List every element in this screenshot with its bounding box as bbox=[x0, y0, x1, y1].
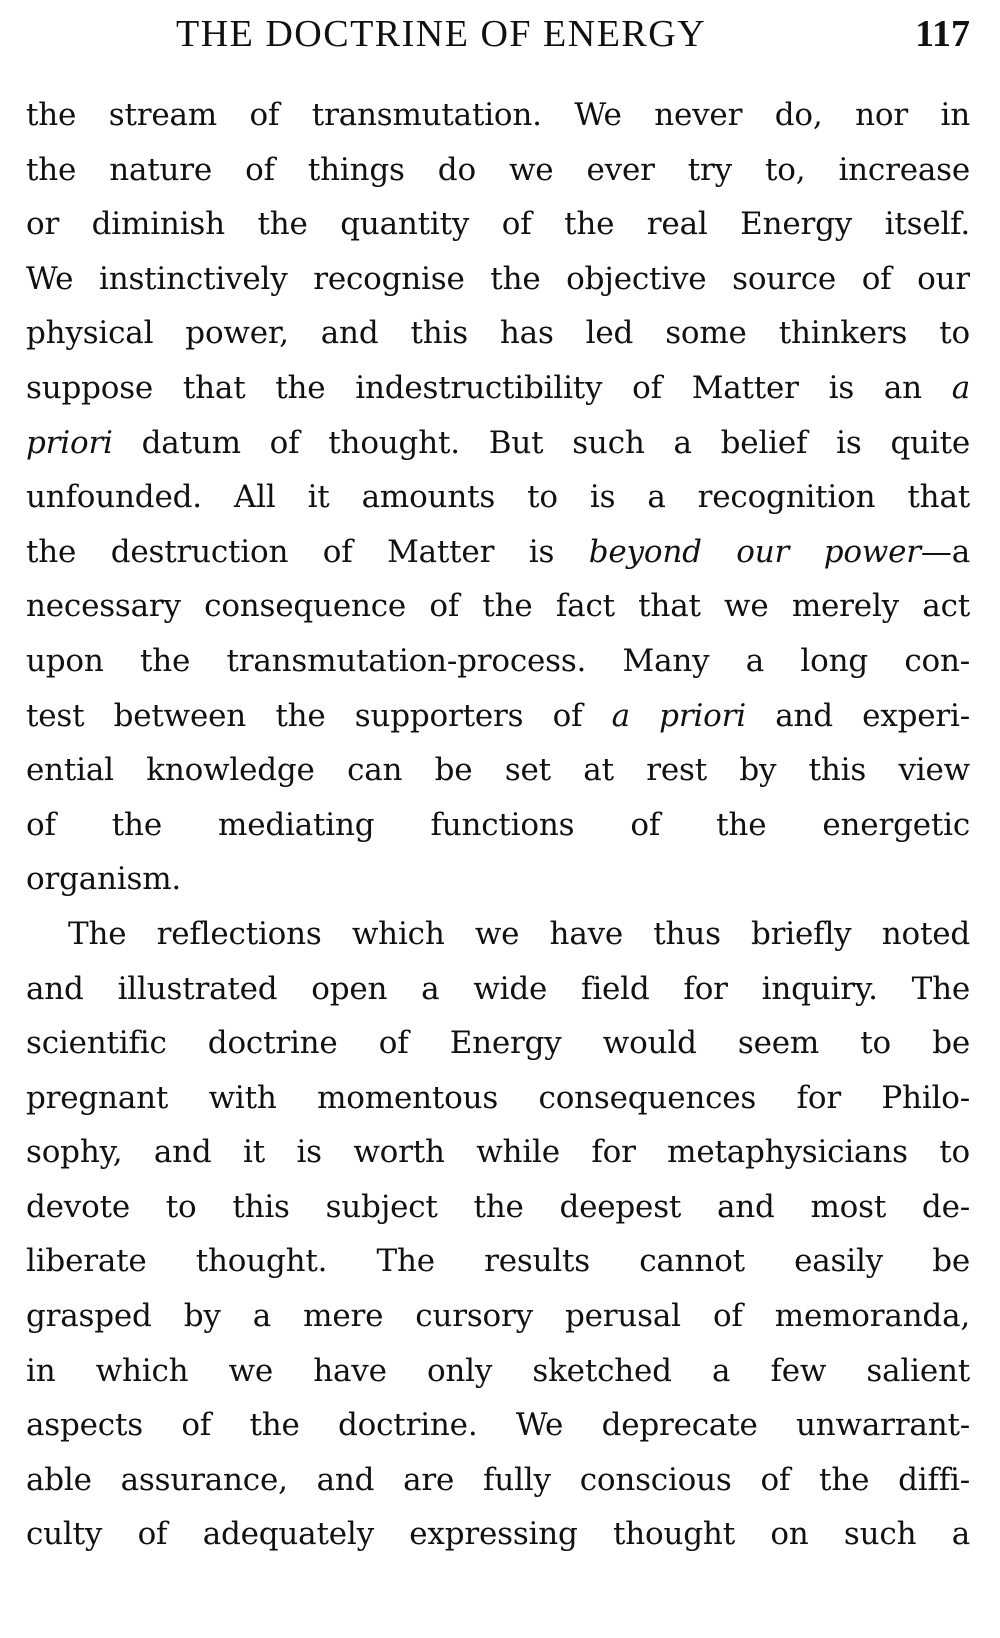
text-run: physical power, and this has led some thinkers to bbox=[26, 315, 970, 352]
text-run: —a bbox=[920, 533, 970, 570]
text-run: able assurance, and are fully conscious of the diffi- bbox=[26, 1461, 970, 1498]
text-line bbox=[26, 1180, 970, 1235]
text-line bbox=[26, 579, 970, 634]
text-line bbox=[26, 525, 970, 580]
text-line bbox=[26, 470, 970, 525]
text-run: the destruction of Matter is bbox=[26, 533, 589, 570]
text-line bbox=[26, 1125, 970, 1180]
text-run: of the mediating functions of the energetic bbox=[26, 806, 970, 843]
text-run: aspects of the doctrine. We deprecate unwarrant- bbox=[26, 1407, 970, 1444]
italic-text: a bbox=[951, 369, 970, 406]
text-line bbox=[26, 88, 970, 143]
running-head bbox=[26, 8, 970, 62]
italic-text: beyond our power bbox=[588, 533, 921, 570]
paragraph-2 bbox=[26, 907, 970, 1562]
text-line bbox=[26, 689, 970, 744]
paragraph-1 bbox=[26, 88, 970, 907]
text-run: test between the supporters of bbox=[26, 697, 612, 734]
text-run: unfounded. All it amounts to is a recognition that bbox=[26, 479, 970, 516]
text-run: the stream of transmutation. We never do, nor in bbox=[26, 97, 970, 133]
text-line bbox=[26, 252, 970, 307]
text-run: suppose that the indestructibility of Matter is an bbox=[26, 369, 952, 406]
text-run: in which we have only sketched a few salient bbox=[26, 1352, 970, 1389]
text-run: ential knowledge can be set at rest by this view bbox=[26, 752, 970, 789]
text-run: grasped by a mere cursory perusal of memoranda, bbox=[26, 1298, 970, 1335]
text-line bbox=[26, 634, 970, 689]
text-run: scientific doctrine of Energy would seem to be bbox=[26, 1025, 970, 1062]
body-text bbox=[26, 88, 970, 1562]
text-run: the nature of things do we ever try to, increase bbox=[26, 151, 970, 188]
text-run: organism. bbox=[26, 861, 182, 898]
page-number: 117 bbox=[915, 13, 970, 55]
text-run: and experi- bbox=[745, 697, 970, 734]
text-run: We instinctively recognise the objective source of our bbox=[26, 260, 970, 297]
text-line bbox=[26, 1071, 970, 1126]
italic-text: priori bbox=[26, 424, 113, 461]
text-run: devote to this subject the deepest and most de- bbox=[26, 1188, 970, 1225]
text-run: or diminish the quantity of the real Energy itself. bbox=[26, 206, 970, 243]
text-line bbox=[26, 1453, 970, 1508]
italic-text: a priori bbox=[611, 697, 746, 734]
text-run: pregnant with momentous consequences for Philo- bbox=[26, 1079, 970, 1116]
text-line bbox=[26, 143, 970, 198]
text-line bbox=[26, 798, 970, 853]
text-run: sophy, and it is worth while for metaphysicians to bbox=[26, 1134, 970, 1171]
text-line bbox=[26, 197, 970, 252]
text-run: The reflections which we have thus briefly noted bbox=[68, 915, 970, 952]
text-line bbox=[26, 1398, 970, 1453]
text-line bbox=[26, 743, 970, 798]
running-title: THE DOCTRINE OF ENERGY bbox=[176, 13, 707, 55]
text-run: and illustrated open a wide field for inquiry. The bbox=[26, 970, 970, 1007]
text-line bbox=[26, 1234, 970, 1289]
text-line bbox=[26, 1507, 970, 1562]
text-line bbox=[26, 1289, 970, 1344]
text-line bbox=[26, 306, 970, 361]
text-line bbox=[26, 416, 970, 471]
text-run: necessary consequence of the fact that we merely act bbox=[26, 588, 970, 625]
text-line bbox=[26, 962, 970, 1017]
text-run: culty of adequately expressing thought on such a bbox=[26, 1516, 970, 1553]
text-run: upon the transmutation-process. Many a long con- bbox=[26, 642, 970, 679]
text-line bbox=[26, 1016, 970, 1071]
text-line bbox=[26, 1344, 970, 1399]
text-line bbox=[26, 361, 970, 416]
text-line bbox=[26, 852, 970, 907]
text-run: datum of thought. But such a belief is quite bbox=[112, 424, 970, 461]
text-run: liberate thought. The results cannot easily be bbox=[26, 1243, 970, 1280]
text-line bbox=[26, 907, 970, 962]
